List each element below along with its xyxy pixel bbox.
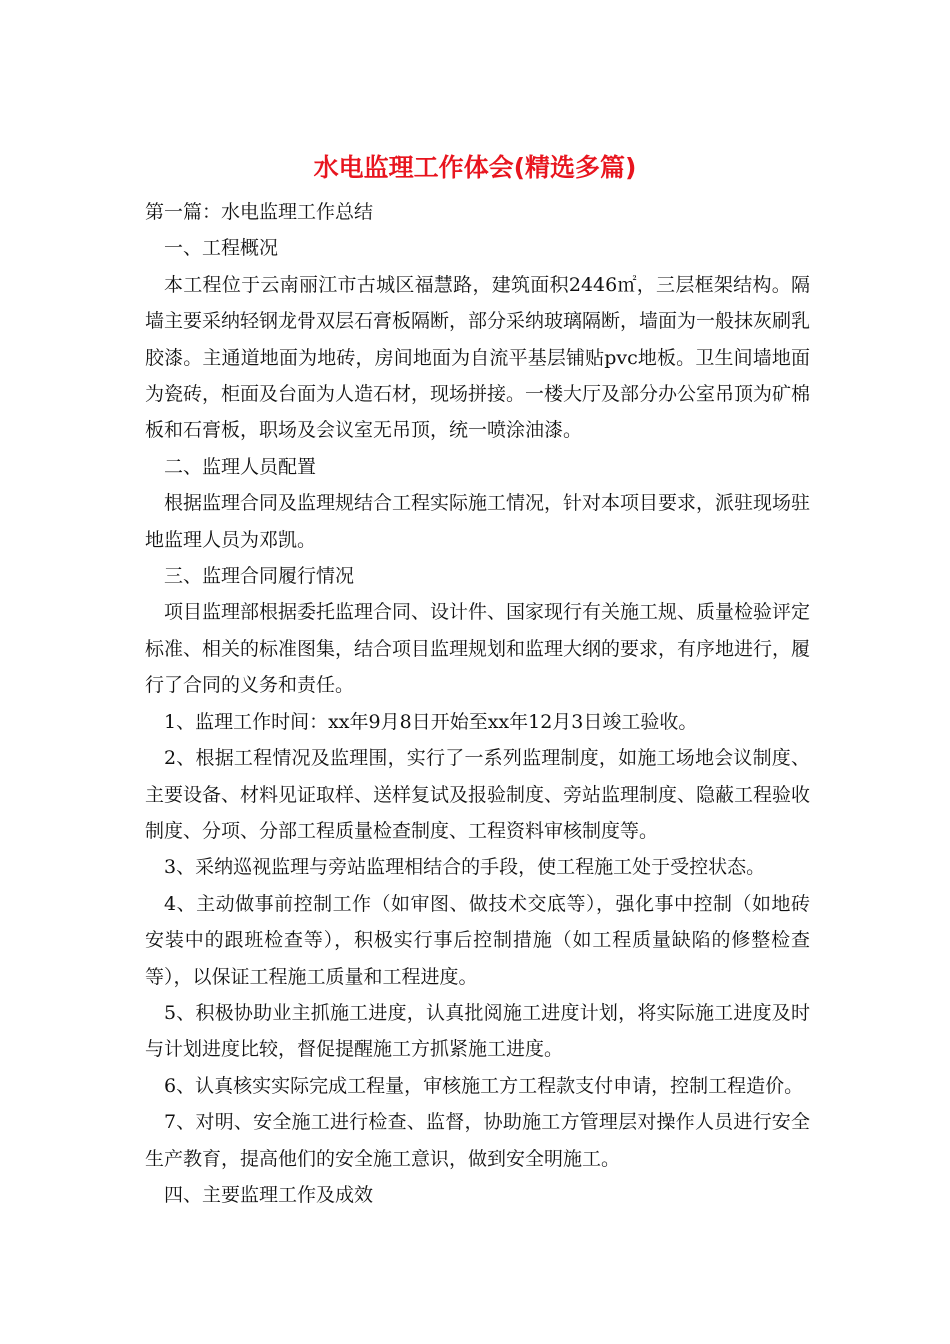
list-item: 3、采纳巡视监理与旁站监理相结合的手段，使工程施工处于受控状态。 (164, 856, 766, 879)
paragraph: 项目监理部根据委托监理合同、设计件、国家现行有关施工规、质量检验评定标准、相关的标准图集，结合项目监理规划和监理大纲的要求，有序地进行，履行了合同的义务和责任。 (145, 601, 811, 697)
list-item: 4、主动做事前控制工作（如审图、做技术交底等），强化事中控制（如地砖安装中的跟班检查等），积极实行事后控制措施（如工程质量缺陷的修整检查等），以保证工程施工质量和工程进度。 (145, 892, 810, 988)
list-item: 7、对明、安全施工进行检查、监督，协助施工方管理层对操作人员进行安全生产教育，提高他们的安全施工意识，做到安全明施工。 (145, 1111, 810, 1170)
list-item: 2、根据工程情况及监理围，实行了一系列监理制度，如施工场地会议制度、主要设备、材料见证取样、送样复试及报验制度、旁站监理制度、隐蔽工程验收制度、分项、分部工程质量检查制度、工程资料审核制度等。 (145, 747, 811, 842)
paragraph: 根据监理合同及监理规结合工程实际施工情况，针对本项目要求，派驻现场驻地监理人员为邓凯。 (145, 492, 811, 551)
document-body (145, 194, 810, 1213)
list-item: 6、认真核实实际完成工程量，审核施工方工程款支付申请，控制工程造价。 (164, 1074, 804, 1097)
list-item: 5、积极协助业主抓施工进度，认真批阅施工进度计划，将实际施工进度及时与计划进度比较，督促提醒施工方抓紧施工进度。 (145, 1001, 810, 1061)
subsection-heading: 四、主要监理工作及成效 (164, 1183, 374, 1206)
subsection-heading: 二、监理人员配置 (164, 455, 317, 478)
document-title: 水电监理工作体会(精选多篇) (313, 153, 637, 182)
section-heading: 第一篇：水电监理工作总结 (145, 201, 374, 223)
subsection-heading: 一、工程概况 (164, 237, 279, 260)
list-item: 1、监理工作时间：xx年9月8日开始至xx年12月3日竣工验收。 (164, 710, 698, 733)
paragraph: 本工程位于云南丽江市古城区福慧路，建筑面积2446㎡，三层框架结构。隔墙主要采纳轻钢龙骨双层石膏板隔断，部分采纳玻璃隔断，墙面为一般抹灰刷乳胶漆。主通道地面为地砖，房间地面为自流平基层铺贴pvc地板。卫生间墙地面为瓷砖，柜面及台面为人造石材，现场拼接。一楼大厅及部分办公室吊顶为矿棉板和石膏板，职场及会议室无吊顶，统一喷涂油漆。 (145, 273, 811, 442)
subsection-heading: 三、监理合同履行情况 (164, 565, 355, 588)
